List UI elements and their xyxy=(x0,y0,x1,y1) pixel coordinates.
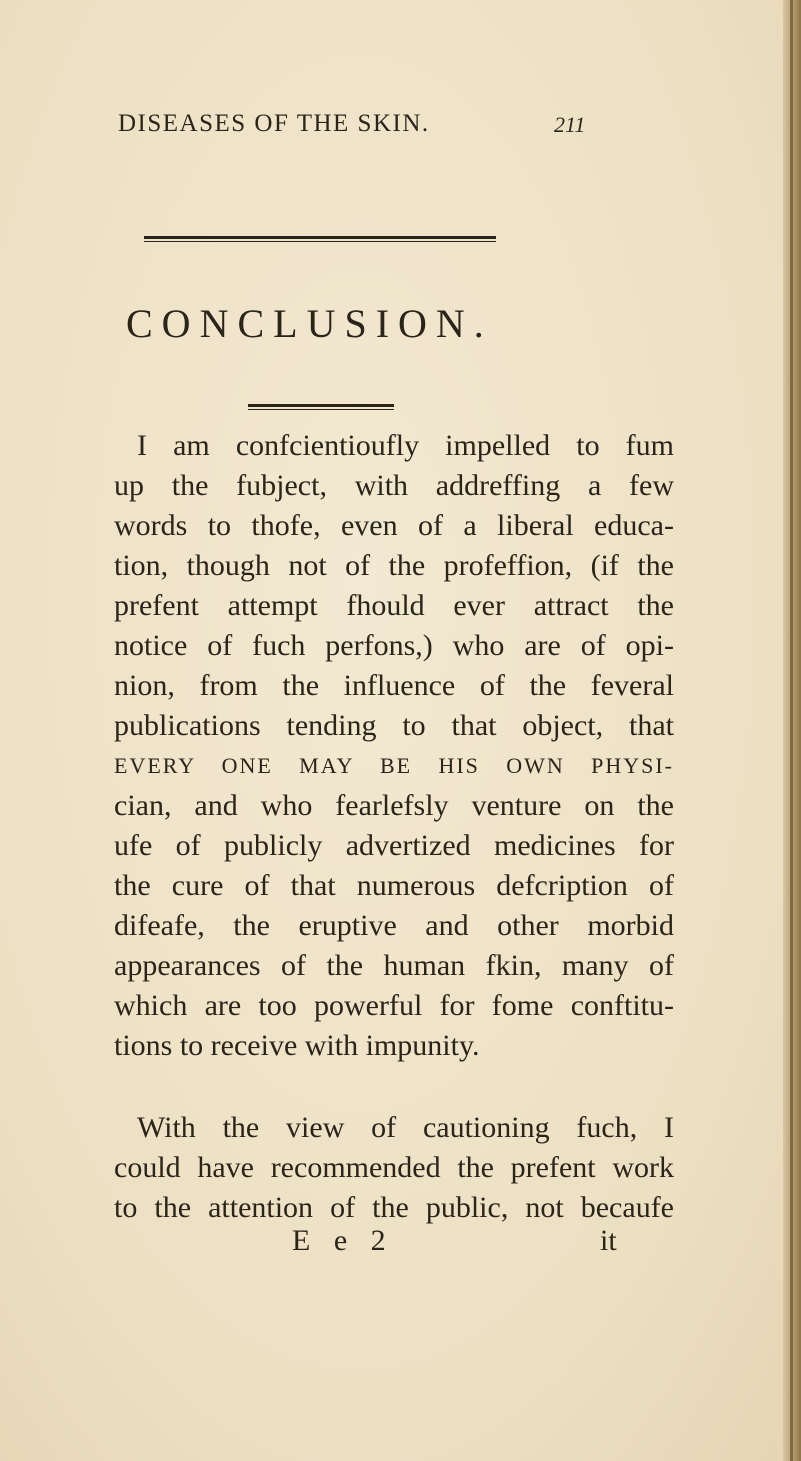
body-line: tion, though not of the profeffion, (if the xyxy=(114,549,674,582)
body-line: difeafe, the eruptive and other morbid xyxy=(114,909,674,942)
body-line: ufe of publicly advertized medicines for xyxy=(114,829,674,862)
top-rule xyxy=(144,236,496,239)
body-line: cian, and who fearlefsly venture on the xyxy=(114,789,674,822)
body-line: which are too powerful for fome conftitu- xyxy=(114,989,674,1022)
heading-rule-thin xyxy=(248,409,394,410)
body-line: up the fubject, with addreffing a few xyxy=(114,469,674,502)
body-line: the cure of that numerous defcription of xyxy=(114,869,674,902)
heading-rule xyxy=(248,404,394,407)
body-line: prefent attempt fhould ever attract the xyxy=(114,589,674,622)
running-head: DISEASES OF THE SKIN. xyxy=(118,110,430,137)
catchword: it xyxy=(600,1224,617,1257)
body-line: appearances of the human fkin, many of xyxy=(114,949,674,982)
body-line: notice of fuch perfons,) who are of opi- xyxy=(114,629,674,662)
body-line: publications tending to that object, that xyxy=(114,709,674,742)
body-line: to the attention of the public, not becaufe xyxy=(114,1191,674,1224)
top-rule-thin xyxy=(144,241,496,242)
body-line: could have recommended the prefent work xyxy=(114,1151,674,1184)
body-line: nion, from the influence of the feveral xyxy=(114,669,674,702)
chapter-heading: CONCLUSION. xyxy=(126,301,493,346)
body-line-small-caps: EVERY ONE MAY BE HIS OWN PHYSI- xyxy=(114,753,674,778)
body-line: words to thofe, even of a liberal educa- xyxy=(114,509,674,542)
page-number: 211 xyxy=(554,112,586,137)
signature-mark: E e 2 xyxy=(292,1224,394,1257)
body-line: With the view of cautioning fuch, I xyxy=(137,1111,674,1144)
body-line: I am confcientioufly impelled to fum xyxy=(137,429,674,462)
body-line-last: tions to receive with impunity. xyxy=(114,1029,480,1062)
binding-line xyxy=(790,0,793,1461)
